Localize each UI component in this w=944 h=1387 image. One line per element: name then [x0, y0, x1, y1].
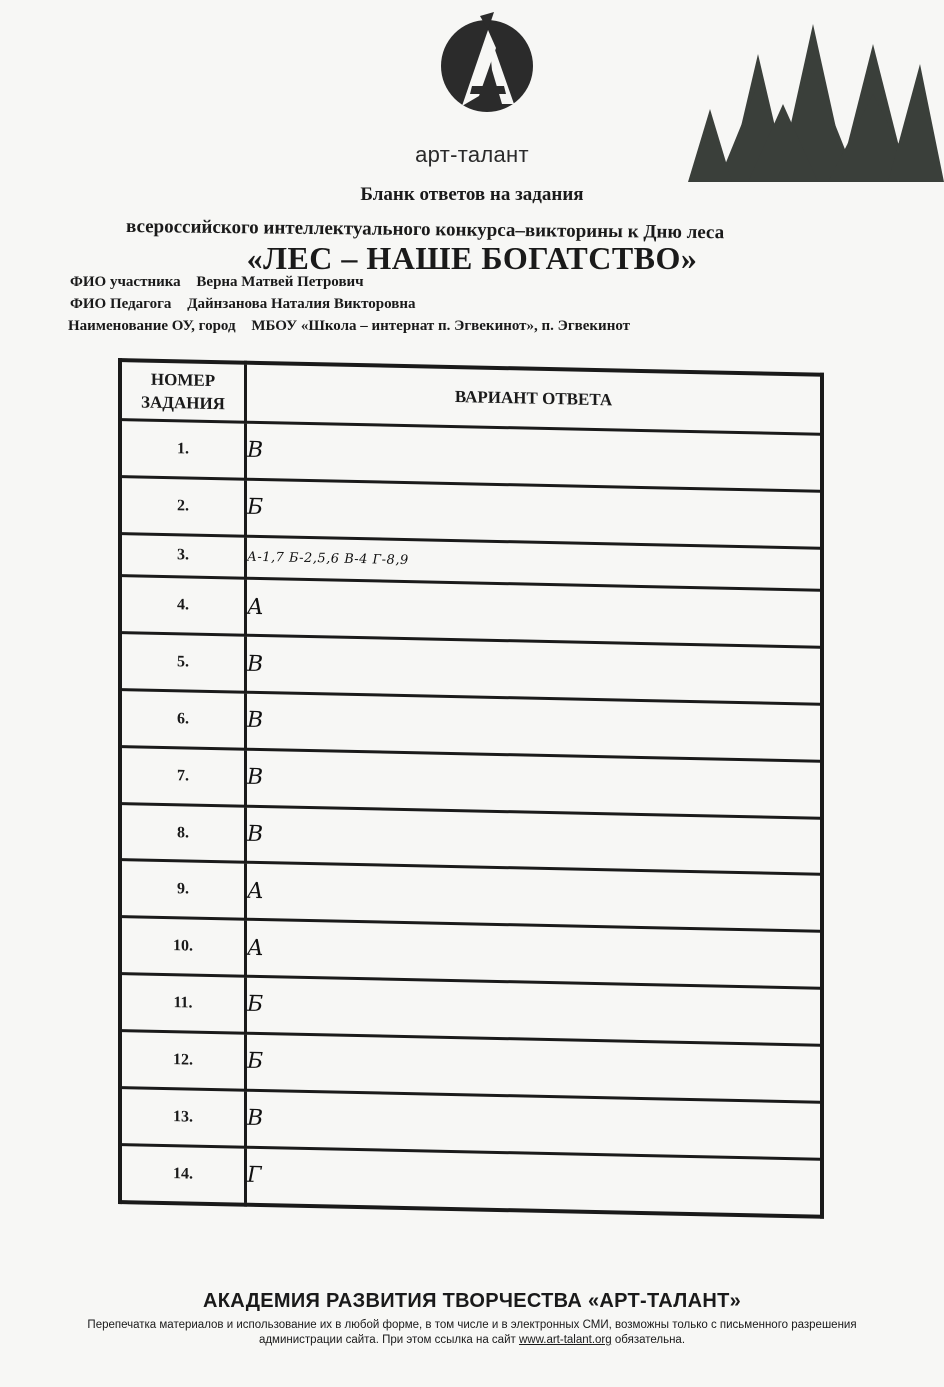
task-answer: Б [246, 976, 823, 1045]
task-answer: А [246, 578, 823, 647]
teacher-name-line [70, 296, 416, 313]
art-talant-logo [432, 8, 542, 143]
column-header-number-line2: ЗАДАНИЯ [141, 392, 225, 414]
task-answer: Б [246, 1033, 823, 1102]
task-number: 6. [120, 689, 246, 748]
task-answer: В [246, 692, 823, 761]
participant-name-value: Верна Матвей Петрович [196, 274, 364, 290]
task-answer: А [246, 919, 823, 988]
teacher-name-value: Дайнзанова Наталия Викторовна [187, 296, 416, 312]
task-number: 11. [120, 974, 246, 1033]
answers-table [118, 358, 824, 1219]
answers-table-wrap [118, 358, 824, 1219]
task-number: 5. [120, 633, 246, 692]
contest-subtitle: всероссийского интеллектуального конкурса–викторины к Дню леса [125, 216, 725, 244]
copyright-notice-text: Перепечатка материалов и использование их в любой форме, в том числе и в электронных СМИ, возможны только с письменного разрешения администрации сайта. При этом ссылка на сайт [87, 1319, 857, 1346]
task-answer: В [246, 749, 823, 818]
task-number: 13. [120, 1087, 246, 1146]
task-number: 2. [120, 476, 246, 535]
school-label: Наименование ОУ, город [68, 318, 236, 334]
task-number: 3. [120, 533, 246, 578]
contest-title: «ЛЕС – НАШЕ БОГАТСТВО» [246, 240, 698, 276]
task-number: 14. [120, 1144, 246, 1205]
task-number: 10. [120, 917, 246, 976]
task-number: 12. [120, 1030, 246, 1089]
column-header-answer: ВАРИАНТ ОТВЕТА [246, 363, 823, 435]
task-number: 7. [120, 746, 246, 805]
task-answer: В [246, 635, 823, 704]
task-answer: Г [246, 1147, 823, 1217]
forest-illustration [688, 14, 944, 182]
sheet-title: Бланк ответов на задания [360, 184, 584, 205]
teacher-name-label: ФИО Педагога [70, 296, 172, 312]
brand-name: арт-талант [415, 142, 529, 167]
school-value: МБОУ «Школа – интернат п. Эгвекинот», п. Эгвекинот [251, 318, 631, 334]
school-line [68, 318, 630, 335]
task-answer: Б [246, 479, 823, 548]
column-header-number-line1: НОМЕР [150, 369, 216, 391]
task-answer: В [246, 1090, 823, 1159]
column-header-number [120, 360, 246, 422]
task-answer: В [246, 422, 823, 491]
participant-name-line [70, 274, 364, 291]
task-number: 4. [120, 576, 246, 635]
task-answer: А-1,7 Б-2,5,6 В-4 Г-8,9 [246, 536, 823, 591]
task-number: 9. [120, 860, 246, 919]
copyright-notice-end: обязательна. [614, 1334, 686, 1346]
task-answer: В [246, 806, 823, 875]
site-link[interactable]: www.art-talant.org [518, 1334, 612, 1346]
participant-name-label: ФИО участника [70, 274, 181, 290]
task-number: 8. [120, 803, 246, 862]
copyright-notice [82, 1318, 862, 1348]
academy-name: АКАДЕМИЯ РАЗВИТИЯ ТВОРЧЕСТВА «АРТ-ТАЛАНТ» [202, 1290, 742, 1312]
task-number: 1. [120, 420, 246, 479]
task-answer: А [246, 863, 823, 932]
